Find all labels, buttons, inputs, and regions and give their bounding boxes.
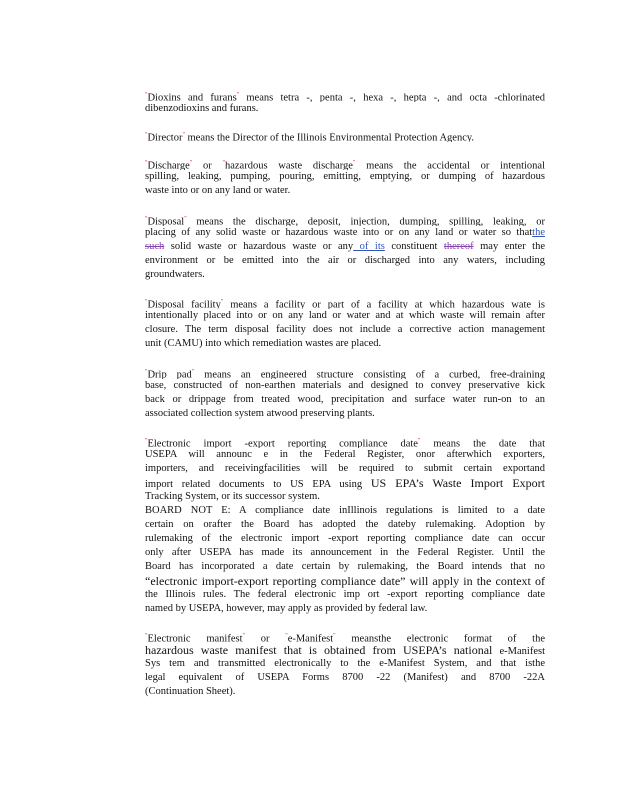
text-run: Electronic manifest: [147, 633, 243, 643]
text-line: [145, 434, 545, 448]
text-run: associated collection system atwood preserving plants.: [145, 408, 375, 419]
text-line: [145, 156, 545, 170]
text-run: base, constructed of non-earthen materials and designed to convey preservative kick: [145, 380, 545, 391]
text-run: legal equivalent of USEPA Forms 8700 -22 (Manifest) and 8700 -22A: [145, 672, 545, 683]
revision-mark: ": [145, 92, 148, 98]
text-run: Board has incorporated a date certain by rulemaking, the Board intends that no: [145, 561, 545, 572]
inserted-text: the: [532, 227, 545, 238]
text-line: [145, 518, 545, 532]
text-run: USEPA will announc e in the Federal Register, onor afterwhich exporters,: [145, 449, 545, 460]
text-line: [145, 643, 545, 657]
text-run: Drip pad: [147, 369, 192, 379]
revision-mark: ": [417, 438, 421, 444]
revision-mark: ": [242, 633, 245, 639]
definition-disposal-facility: [145, 295, 545, 351]
text-run: rulemaking of the electronic import -export reporting compliance date can occur: [145, 533, 545, 544]
text-run: Disposal facility: [147, 299, 221, 309]
text-line: [145, 226, 545, 240]
revision-mark: ": [352, 160, 356, 166]
definition-drip-pad: [145, 365, 545, 421]
text-line: [145, 671, 545, 685]
definition-disposal: [145, 212, 545, 282]
text-run: meansthe electronic format of the: [335, 633, 545, 643]
text-line: [145, 546, 545, 560]
text-line: [145, 462, 545, 476]
text-run: US EPA’s Waste Import Export: [370, 476, 545, 490]
text-line: [145, 448, 545, 462]
text-run: solid waste or hazardous waste or any: [164, 241, 354, 252]
text-line: [145, 240, 545, 254]
definition-electronic-import-export-reporting-compliance-date: [145, 434, 545, 616]
text-run: means the Director of the Illinois Environmental Protection Agency.: [184, 132, 475, 142]
text-line: [145, 504, 545, 518]
text-run: means an engineered structure consisting of a curbed, free-draining: [194, 369, 545, 379]
text-run: intentionally placed into or on any land or water and at which waste will remain after: [145, 310, 545, 321]
text-line: [145, 379, 545, 393]
text-run: or: [192, 160, 223, 170]
text-run: unit (CAMU) into which remediation wastes are placed.: [145, 338, 382, 349]
text-line: [145, 309, 545, 323]
text-run: “electronic import-export reporting compliance date” will apply in the context of: [145, 574, 545, 588]
text-run: dibenzodioxins and furans.: [145, 103, 259, 114]
revision-mark: ": [184, 216, 187, 222]
text-run: the Illinois rules. The federal electronic imp ort -export reporting compliance date: [145, 589, 545, 600]
text-run: spilling, leaking, pumping, pouring, emitting, emptying, or dumping of hazardous: [145, 171, 545, 182]
text-run: means tetra -, penta -, hexa -, hepta -, and octa -chlorinated: [239, 92, 545, 102]
definition-dioxins-and-furans: [145, 88, 545, 116]
text-line: [145, 657, 545, 671]
text-run: Electronic import -export reporting compliance date: [147, 438, 418, 448]
text-line: [145, 588, 545, 602]
text-line: [145, 574, 545, 588]
text-run: Dioxins and furans: [147, 92, 237, 102]
revision-mark: ": [145, 216, 148, 222]
text-run: importers, and receivingfacilities will be required to submit certain exportand: [145, 463, 545, 474]
text-run: (Continuation Sheet).: [145, 686, 236, 697]
revision-mark: ": [333, 633, 336, 639]
text-line: [145, 128, 545, 142]
text-run: e-Manifest: [287, 633, 334, 643]
text-run: back or drippage from treated wood, precipitation and surface water run-on to an: [145, 394, 545, 405]
text-run: means the date that: [420, 438, 545, 448]
revision-mark: ": [189, 160, 193, 166]
text-run: closure. The term disposal facility does not include a corrective action management: [145, 324, 545, 335]
text-run: means a facility or part of a facility at which hazardous wate is: [223, 299, 545, 309]
revision-mark: ": [182, 132, 185, 138]
revision-mark: ": [222, 160, 225, 166]
inserted-text: of its: [353, 241, 385, 252]
text-run: e-Manifest: [499, 646, 545, 657]
text-run: means the accidental or intentional: [355, 160, 545, 170]
definition-discharge: [145, 156, 545, 198]
text-line: [145, 268, 545, 282]
text-run: certain on orafter the Board has adopted the dateby rulemaking. Adoption by: [145, 519, 545, 530]
text-run: hazardous waste manifest that is obtained from USEPA’s national: [145, 643, 500, 657]
text-line: [145, 602, 545, 616]
definition-director: [145, 128, 545, 142]
revision-mark: ": [145, 438, 148, 444]
revision-mark: ": [145, 369, 148, 375]
text-line: [145, 88, 545, 102]
text-run: Director: [147, 132, 183, 142]
definition-electronic-manifest: [145, 629, 545, 699]
text-run: placing of any solid waste or hazardous waste into or on any land or water so that: [145, 227, 533, 238]
deleted-text: such: [145, 241, 165, 252]
text-line: [145, 685, 545, 699]
text-line: [145, 629, 545, 643]
text-run: groundwaters.: [145, 269, 205, 280]
text-line: [145, 184, 545, 198]
deleted-text: thereof: [443, 241, 474, 252]
text-line: [145, 560, 545, 574]
text-line: [145, 476, 545, 490]
text-line: [145, 170, 545, 184]
text-line: [145, 532, 545, 546]
text-line: [145, 295, 545, 309]
revision-mark: ": [236, 92, 240, 98]
text-run: import related documents to US EPA using: [145, 479, 371, 490]
text-line: [145, 254, 545, 268]
text-run: means the discharge, deposit, injection, dumping, spilling, leaking, or: [186, 216, 545, 226]
text-run: BOARD NOT E: A compliance date inIllinois regulations is limited to a date: [145, 505, 545, 516]
text-line: [145, 212, 545, 226]
revision-mark: ": [145, 633, 148, 639]
text-run: environment or be emitted into the air or discharged into any waters, including: [145, 255, 545, 266]
text-run: Disposal: [147, 216, 185, 226]
text-run: Discharge: [147, 160, 190, 170]
revision-mark: ": [220, 299, 224, 305]
revision-mark: ": [145, 160, 148, 166]
text-line: [145, 393, 545, 407]
text-line: [145, 102, 545, 116]
text-run: may enter the: [473, 241, 545, 252]
text-line: [145, 407, 545, 421]
text-run: Sys tem and transmitted electronically to the e-Manifest System, and that isthe: [145, 658, 545, 669]
revision-mark: ": [191, 369, 195, 375]
text-line: [145, 323, 545, 337]
revision-mark: ": [285, 633, 288, 639]
text-run: or: [244, 633, 286, 643]
text-run: waste into or on any land or water.: [145, 185, 291, 196]
text-run: constituent: [384, 241, 444, 252]
text-run: Tracking System, or its successor system.: [145, 491, 320, 502]
text-line: [145, 365, 545, 379]
revision-mark: ": [145, 299, 148, 305]
text-run: named by USEPA, however, may apply as provided by federal law.: [145, 603, 428, 614]
text-run: only after USEPA has made its announcement in the Federal Register. Until the: [145, 547, 545, 558]
text-run: hazardous waste discharge: [224, 160, 353, 170]
revision-mark: ": [145, 132, 148, 138]
text-line: [145, 337, 545, 351]
text-line: [145, 490, 545, 504]
